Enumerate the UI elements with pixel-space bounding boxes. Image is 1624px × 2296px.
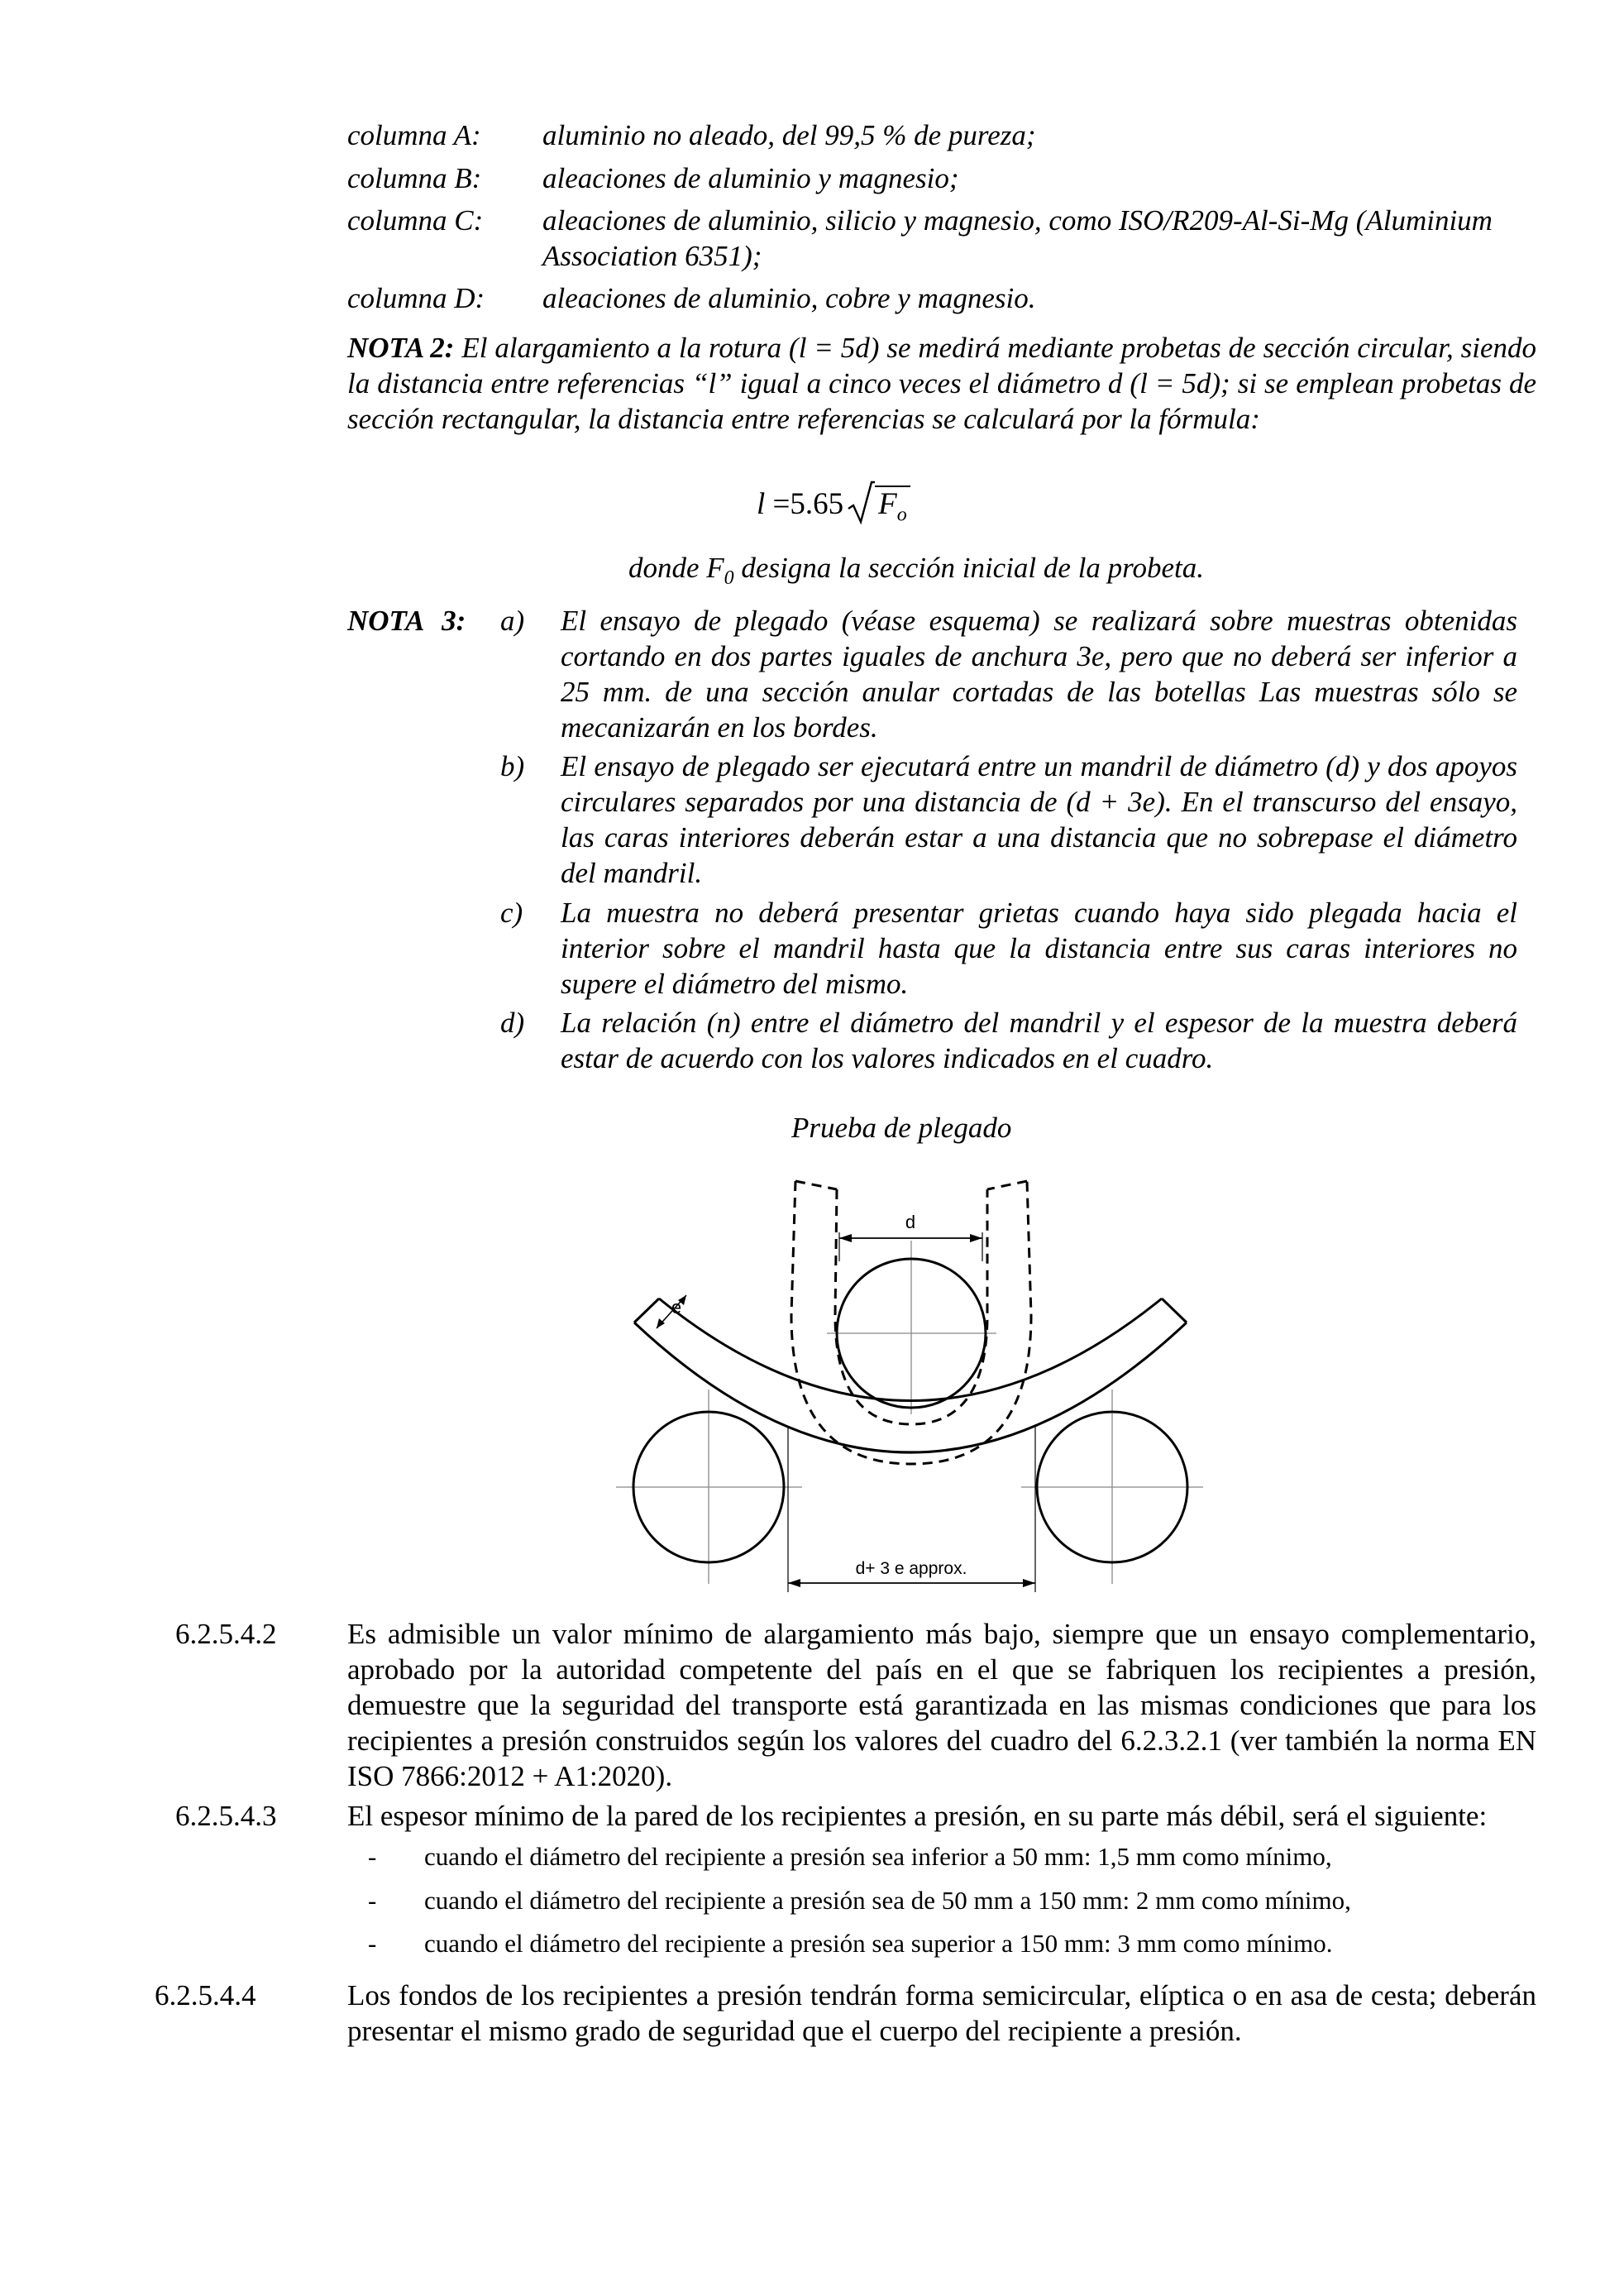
dimension-span-arrow-left bbox=[788, 1579, 800, 1587]
nota2-paragraph bbox=[347, 330, 1536, 437]
label-d: d bbox=[905, 1212, 916, 1232]
bullet-dash: - bbox=[368, 1929, 377, 1958]
section-6-2-5-4-3-number: 6.2.5.4.3 bbox=[175, 1800, 277, 1832]
section-6-2-5-4-2-number: 6.2.5.4.2 bbox=[175, 1618, 277, 1650]
column-d-label: columna D: bbox=[347, 282, 485, 314]
formula-note bbox=[628, 550, 1204, 596]
formula-lhs: l bbox=[757, 487, 766, 521]
section-6-2-5-4-3-text: El espesor mínimo de la pared de los recipientes a presión, en su parte más débil, será el siguiente: bbox=[347, 1800, 1488, 1832]
nota2-text: El alargamiento a la rotura (l = 5d) se medirá mediante probetas de sección circular, siendo la distancia entre referencias “l” igual a cinco veces el diámetro d (l = 5d); si se emplean probetas de sección rectangular, la distancia entre referencias se calculará por la fórmula: bbox=[347, 332, 1537, 435]
nota3-item-c-text: La muestra no deberá presentar grietas cuando haya sido plegada hacia el interior sobre el mandril hasta que la distancia entre sus caras interiores no supere el diámetro del mismo. bbox=[561, 897, 1517, 1000]
nota3-item-a-letter: a) bbox=[500, 605, 525, 637]
bent-specimen-left-top bbox=[795, 1181, 837, 1189]
formula-var: F bbox=[878, 487, 897, 521]
nota3-item-b-text: El ensayo de plegado ser ejecutará entre un mandril de diámetro (d) y dos apoyos circulares separados por una distancia de (d + 3e). En el transcurso del ensayo, las caras interiores deberán estar a una distancia que no sobrepase el diámetro del mandril. bbox=[561, 750, 1517, 889]
column-d-text: aleaciones de aluminio, cobre y magnesio. bbox=[542, 282, 1036, 314]
nota3-label: NOTA 3: bbox=[347, 605, 466, 637]
section-6-2-5-4-4-text: Los fondos de los recipientes a presión tendrán forma semicircular, elíptica o en asa de cesta; deberán presentar el mismo grado de seguridad que el cuerpo del recipiente a presión. bbox=[347, 1979, 1536, 2047]
dimension-span-arrow-right bbox=[1023, 1579, 1035, 1587]
bullet-item: cuando el diámetro del recipiente a presión sea de 50 mm a 150 mm: 2 mm como mínimo, bbox=[424, 1886, 1351, 1915]
section-6-2-5-4-2-text: Es admisible un valor mínimo de alargamiento más bajo, siempre que un ensayo complementario, aprobado por la autoridad competente del país en el que se fabriquen los recipientes a presión, demuestre que la seguridad del transporte está garantizada en las mismas condiciones que para los recipientes a presión construidos según los valores del cuadro del 6.2.3.2.1 (ver también la norma EN ISO 7866:2012 + A1:2020). bbox=[347, 1618, 1536, 1792]
label-e: e bbox=[671, 1297, 682, 1318]
formula-coef: 5.65 bbox=[790, 487, 844, 521]
dimension-d-arrow-left bbox=[839, 1234, 852, 1242]
column-c-text: aleaciones de aluminio, silicio y magnesio, como ISO/R209-Al-Si-Mg (Aluminium Association 6351); bbox=[542, 204, 1493, 272]
formula-note-sub: 0 bbox=[724, 567, 734, 589]
column-a-text: aluminio no aleado, del 99,5 % de pureza; bbox=[542, 119, 1036, 151]
bullet-item: cuando el diámetro del recipiente a presión sea inferior a 50 mm: 1,5 mm como mínimo, bbox=[424, 1842, 1332, 1871]
formula-sqrt bbox=[847, 484, 910, 535]
dimension-d-arrow-right bbox=[970, 1234, 982, 1242]
bullet-dash: - bbox=[368, 1886, 377, 1915]
nota3-item-d-letter: d) bbox=[500, 1007, 525, 1039]
figure-title: Prueba de plegado bbox=[791, 1112, 1012, 1144]
specimen-right-end bbox=[1162, 1299, 1187, 1323]
nota3-item-d-text: La relación (n) entre el diámetro del mandril y el espesor de la muestra deberá estar de acuerdo con los valores indicados en el cuadro. bbox=[561, 1007, 1517, 1074]
bullet-dash: - bbox=[368, 1842, 377, 1871]
formula-note-pre: donde F bbox=[628, 552, 724, 584]
bend-test-diagram bbox=[612, 1158, 1207, 1605]
section-6-2-5-4-4-number: 6.2.5.4.4 bbox=[155, 1979, 256, 2011]
bullet-item: cuando el diámetro del recipiente a presión sea superior a 150 mm: 3 mm como mínimo. bbox=[424, 1929, 1333, 1958]
formula-sub: o bbox=[896, 504, 907, 526]
nota3-item-c-letter: c) bbox=[500, 897, 523, 929]
specimen-left-end bbox=[634, 1299, 659, 1323]
nota2-label: NOTA 2: bbox=[347, 332, 455, 364]
label-span: d+ 3 e approx. bbox=[855, 1559, 967, 1578]
nota3-item-b-letter: b) bbox=[500, 750, 525, 782]
column-b-label: columna B: bbox=[347, 162, 482, 194]
bent-specimen-right-top bbox=[987, 1181, 1027, 1189]
formula-note-post: designa la sección inicial de la probeta. bbox=[733, 552, 1204, 584]
specimen-outer-curve bbox=[634, 1323, 1187, 1452]
column-c-label: columna C: bbox=[347, 204, 484, 237]
formula-eq: = bbox=[772, 487, 791, 521]
specimen-inner-curve bbox=[659, 1299, 1162, 1401]
sqrt-sign-icon bbox=[847, 479, 875, 525]
column-a-label: columna A: bbox=[347, 119, 481, 151]
column-b-text: aleaciones de aluminio y magnesio; bbox=[542, 162, 959, 194]
nota3-item-a-text: El ensayo de plegado (véase esquema) se realizará sobre muestras obtenidas cortando en dos partes iguales de anchura 3e, pero que no deberá ser inferior a 25 mm. de una sección anular cortadas de las botellas Las muestras sólo se mecanizarán en los bordes. bbox=[561, 605, 1517, 744]
formula bbox=[757, 484, 910, 535]
